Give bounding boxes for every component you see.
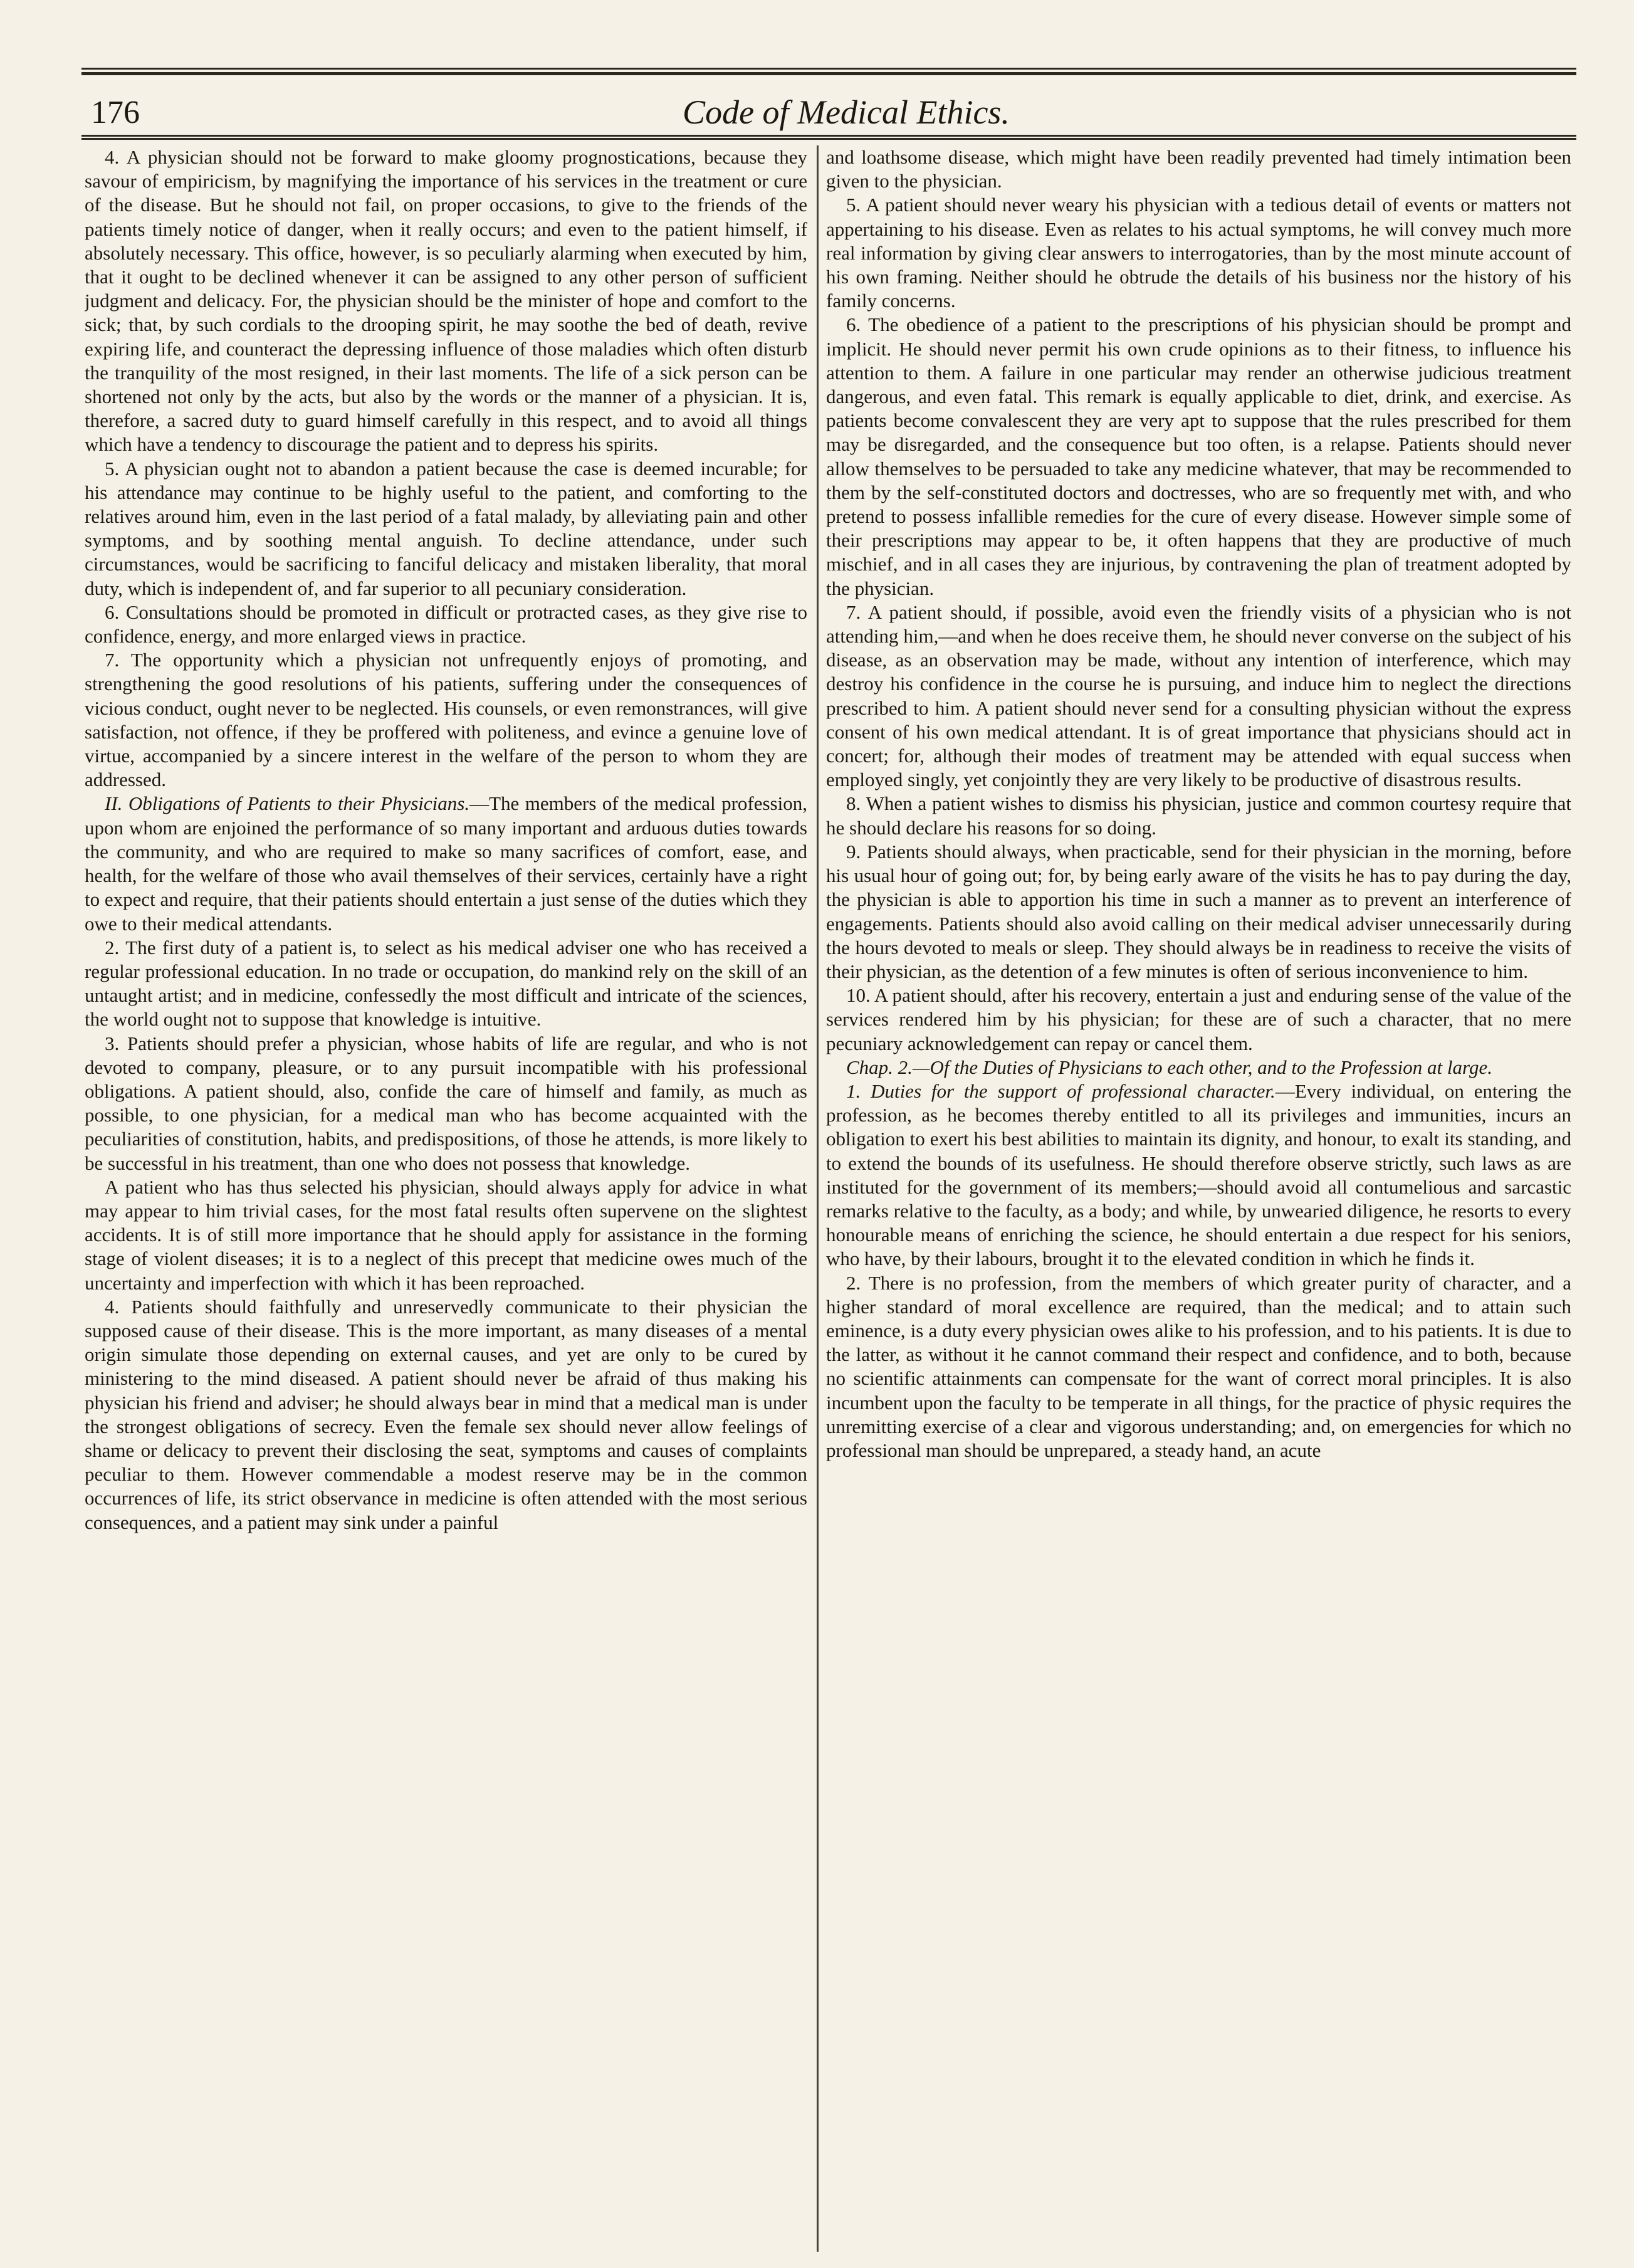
paragraph-text: 4. A physician should not be forward to make gloomy prognostications, because they savour of empiricism, by magnifying the importance of his services in the treatment or cure of the disease. But he should not fail, on proper occasions, to give to the friends of the patients timely notice of danger, when it really occurs; and even to the patient himself, if absolutely necessary. This office, however, is so peculiarly alarming when executed by him, that it ought to be declined whenever it can be assigned to any other person of sufficient judgment and delicacy. For, the physician should be the minister of hope and comfort to the sick; that, by such cordials to the drooping spirit, he may soothe the bed of death, revive expiring life, and counteract the depressing influence of those maladies which often disturb the tranquility of the most resigned, in their last moments. The life of a sick person can be shortened not only by the acts, but also by the words or the manner of a physician. It is, therefore, a sacred duty to guard himself carefully in this respect, and to avoid all things which have a tendency to discourage the patient and to depress his spirits. bbox=[85, 146, 807, 456]
paragraph-text: 6. The obedience of a patient to the prescriptions of his physician should be prompt and implicit. He should never permit his own crude opinions as to their fitness, to influence his attention to them. A failure in one particular may render an otherwise judicious treatment dangerous, and even fatal. This remark is equally applicable to diet, drink, and exercise. As patients become convalescent they are very apt to suppose that the rules prescribed for them may be disregarded, and the consequence but too often, is a relapse. Patients should never allow themselves to be persuaded to take any medicine whatever, that may be recommended to them by the self-constituted doctors and doctresses, who are so frequently met with, and who pretend to possess infallible remedies for the cure of every disease. However simple some of their prescriptions may appear to be, it often happens that they are productive of much mischief, and in all cases they are injurious, by contravening the plan of treatment adopted by the physician. bbox=[826, 313, 1571, 599]
paragraph-text: 10. A patient should, after his recovery, entertain a just and enduring sense of the value of the services rendered him by his physician; for these are of such a character, that no mere pecuniary acknowledgement can repay or cancel them. bbox=[826, 984, 1571, 1054]
section-lead-in: II. Obligations of Patients to their Physicians. bbox=[105, 792, 470, 815]
paragraph-text: 9. Patients should always, when practicable, send for their physician in the morning, before his usual hour of going out; for, by being early aware of the visits he has to pay during the day, the physician is able to apportion his time in such a manner as to prevent an interference of engagements. Patients should also avoid calling on their medical adviser unnecessarily during the hours devoted to meals or sleep. They should always be in readiness to receive the visits of their physician, as the detention of a few minutes is often of serious inconvenience to him. bbox=[826, 840, 1571, 982]
paragraph-text: 2. The first duty of a patient is, to select as his medical adviser one who has received a regular professional education. In no trade or occupation, do mankind rely on the skill of an untaught artist; and in medicine, confessedly the most difficult and intricate of the sciences, the world ought not to suppose that knowledge is intuitive. bbox=[85, 936, 807, 1031]
paragraph-text: and loathsome disease, which might have been readily prevented had timely intimation been given to the physician. bbox=[826, 146, 1571, 192]
paragraph-text: 3. Patients should prefer a physician, whose habits of life are regular, and who is not devoted to company, pleasure, or to any pursuit incompatible with his professional obligations. A patient should, also, confide the care of himself and family, as much as possible, to one physician, for a medical man who has become acquainted with the peculiarities of constitution, habits, and predispositions, of those he attends, is more likely to be successful in his treatment, than one who does not possess that knowledge. bbox=[85, 1032, 807, 1174]
paragraph bbox=[826, 984, 1571, 1056]
chapter-title: Chap. 2.—Of the Duties of Physicians to each other, and to the Profession at large. bbox=[846, 1056, 1492, 1078]
running-head: Code of Medical Ethics. bbox=[683, 93, 1010, 131]
paragraph bbox=[826, 601, 1571, 792]
paragraph bbox=[85, 648, 807, 792]
paragraph bbox=[826, 792, 1571, 839]
paragraph bbox=[85, 145, 807, 457]
paragraph-text: —The members of the medical profession, upon whom are enjoined the performance of so many important and arduous duties towards the community, and who are required to make so many sacrifices of comfort, ease, and health, for the welfare of those who avail themselves of their services, certainly have a right to expect and require, that their patients should entertain a just sense of the duties which they owe to their medical attendants. bbox=[85, 792, 807, 935]
paragraph bbox=[85, 457, 807, 601]
paragraph-text: A patient who has thus selected his physician, should always apply for advice in what may appear to him trivial cases, for the most fatal results often supervene on the slightest accidents. It is of still more importance that he should apply for assistance in the forming stage of violent diseases; it is to a neglect of this precept that medicine owes much of the uncertainty and imperfection with which it has been reproached. bbox=[85, 1175, 807, 1294]
paragraph-text: 4. Patients should faithfully and unreservedly communicate to their physician the supposed cause of their disease. This is the more important, as many diseases of a mental origin simulate those depending on external causes, and yet are only to be cured by ministering to the mind diseased. A patient should never be afraid of thus making his physician his friend and adviser; he should always bear in mind that a medical man is under the strongest obligations of secrecy. Even the female sex should never allow feelings of shame or delicacy to prevent their disclosing the seat, symptoms and causes of complaints peculiar to them. However commendable a modest reserve may be in the common occurrences of life, its strict observance in medicine is often attended with the most serious consequences, and a patient may sink under a painful bbox=[85, 1295, 807, 1533]
paragraph bbox=[826, 840, 1571, 984]
paragraph bbox=[85, 1175, 807, 1295]
paragraph bbox=[85, 1032, 807, 1175]
paragraph bbox=[85, 792, 807, 935]
paragraph-text: 8. When a patient wishes to dismiss his physician, justice and common courtesy require that he should declare his reasons for so doing. bbox=[826, 792, 1571, 839]
paragraph bbox=[85, 936, 807, 1032]
paragraph-text: 7. A patient should, if possible, avoid even the friendly visits of a physician who is not attending him,—and when he does receive them, he should never converse on the subject of his disease, as an observation may be made, without any intention of interference, which may destroy his confidence in the course he is pursuing, and induce him to neglect the directions prescribed to him. A patient should never send for a consulting physician without the express consent of his own medical attendant. It is of great importance that physicians should act in concert; for, although their modes of treatment may be attended with equal success when employed singly, yet conjointly they are very likely to be productive of disastrous results. bbox=[826, 601, 1571, 791]
header-rule bbox=[81, 135, 1576, 140]
paragraph bbox=[826, 145, 1571, 193]
paragraph-text: 7. The opportunity which a physician not unfrequently enjoys of promoting, and strengthening the good resolutions of his patients, suffering under the consequences of vicious conduct, ought never to be neglected. His counsels, or even remonstrances, will give satisfaction, not offence, if they be proffered with politeness, and evince a genuine love of virtue, accompanied by a sincere interest in the welfare of the person to whom they are addressed. bbox=[85, 649, 807, 791]
left-column bbox=[85, 145, 807, 2258]
paragraph bbox=[826, 1079, 1571, 1271]
paragraph-text: 2. There is no profession, from the members of which greater purity of character, and a higher standard of moral excellence are required, than the medical; and to attain such eminence, is a duty every physician owes alike to his profession, and to his patients. It is due to the latter, as without it he cannot command their respect and confidence, and to both, because no scientific attainments can compensate for the want of correct moral principles. It is also incumbent upon the faculty to be temperate in all things, for the practice of physic requires the unremitting exercise of a clear and vigorous understanding; and, on emergencies for which no professional man should be unprepared, a steady hand, an acute bbox=[826, 1271, 1571, 1461]
paragraph-text: 6. Consultations should be promoted in difficult or protracted cases, as they give rise to confidence, energy, and more enlarged views in practice. bbox=[85, 601, 807, 648]
paragraph bbox=[85, 601, 807, 648]
right-column bbox=[826, 145, 1571, 2258]
chapter-heading bbox=[826, 1056, 1571, 1079]
paragraph-text: —Every individual, on entering the profession, as he becomes thereby entitled to all its privileges and immunities, incurs an obligation to exert his best abilities to maintain its dignity, and honour, to exalt its standing, and to extend the bounds of its usefulness. He should therefore observe strictly, such laws as are instituted for the government of its members;—should avoid all contumelious and sarcastic remarks relative to the faculty, as a body; and while, by unwearied diligence, he resorts to every honourable means of enriching the science, he should entertain a due respect for his seniors, who have, by their labours, brought it to the elevated condition in which he finds it. bbox=[826, 1079, 1571, 1270]
section-lead-in: 1. Duties for the support of professional character. bbox=[846, 1079, 1275, 1102]
paragraph bbox=[85, 1295, 807, 1535]
page-number: 176 bbox=[91, 95, 140, 130]
paragraph-text: 5. A patient should never weary his physician with a tedious detail of events or matters not appertaining to his disease. Even as relates to his actual symptoms, he will convey much more real information by giving clear answers to interrogatories, than by the most minute account of his own framing. Neither should he obtrude the details of his business nor the history of his family concerns. bbox=[826, 194, 1571, 312]
paragraph-text: 5. A physician ought not to abandon a patient because the case is deemed incurable; for his attendance may continue to be highly useful to the patient, and comforting to the relatives around him, even in the last period of a fatal malady, by alleviating pain and other symptoms, and by soothing mental anguish. To decline attendance, under such circumstances, would be sacrificing to fanciful delicacy and mistaken liberality, that moral duty, which is independent of, and far superior to all pecuniary consideration. bbox=[85, 457, 807, 599]
paragraph bbox=[826, 313, 1571, 600]
paragraph bbox=[826, 1271, 1571, 1463]
paragraph bbox=[826, 193, 1571, 313]
top-double-rule bbox=[81, 68, 1576, 75]
column-divider bbox=[817, 145, 819, 2252]
